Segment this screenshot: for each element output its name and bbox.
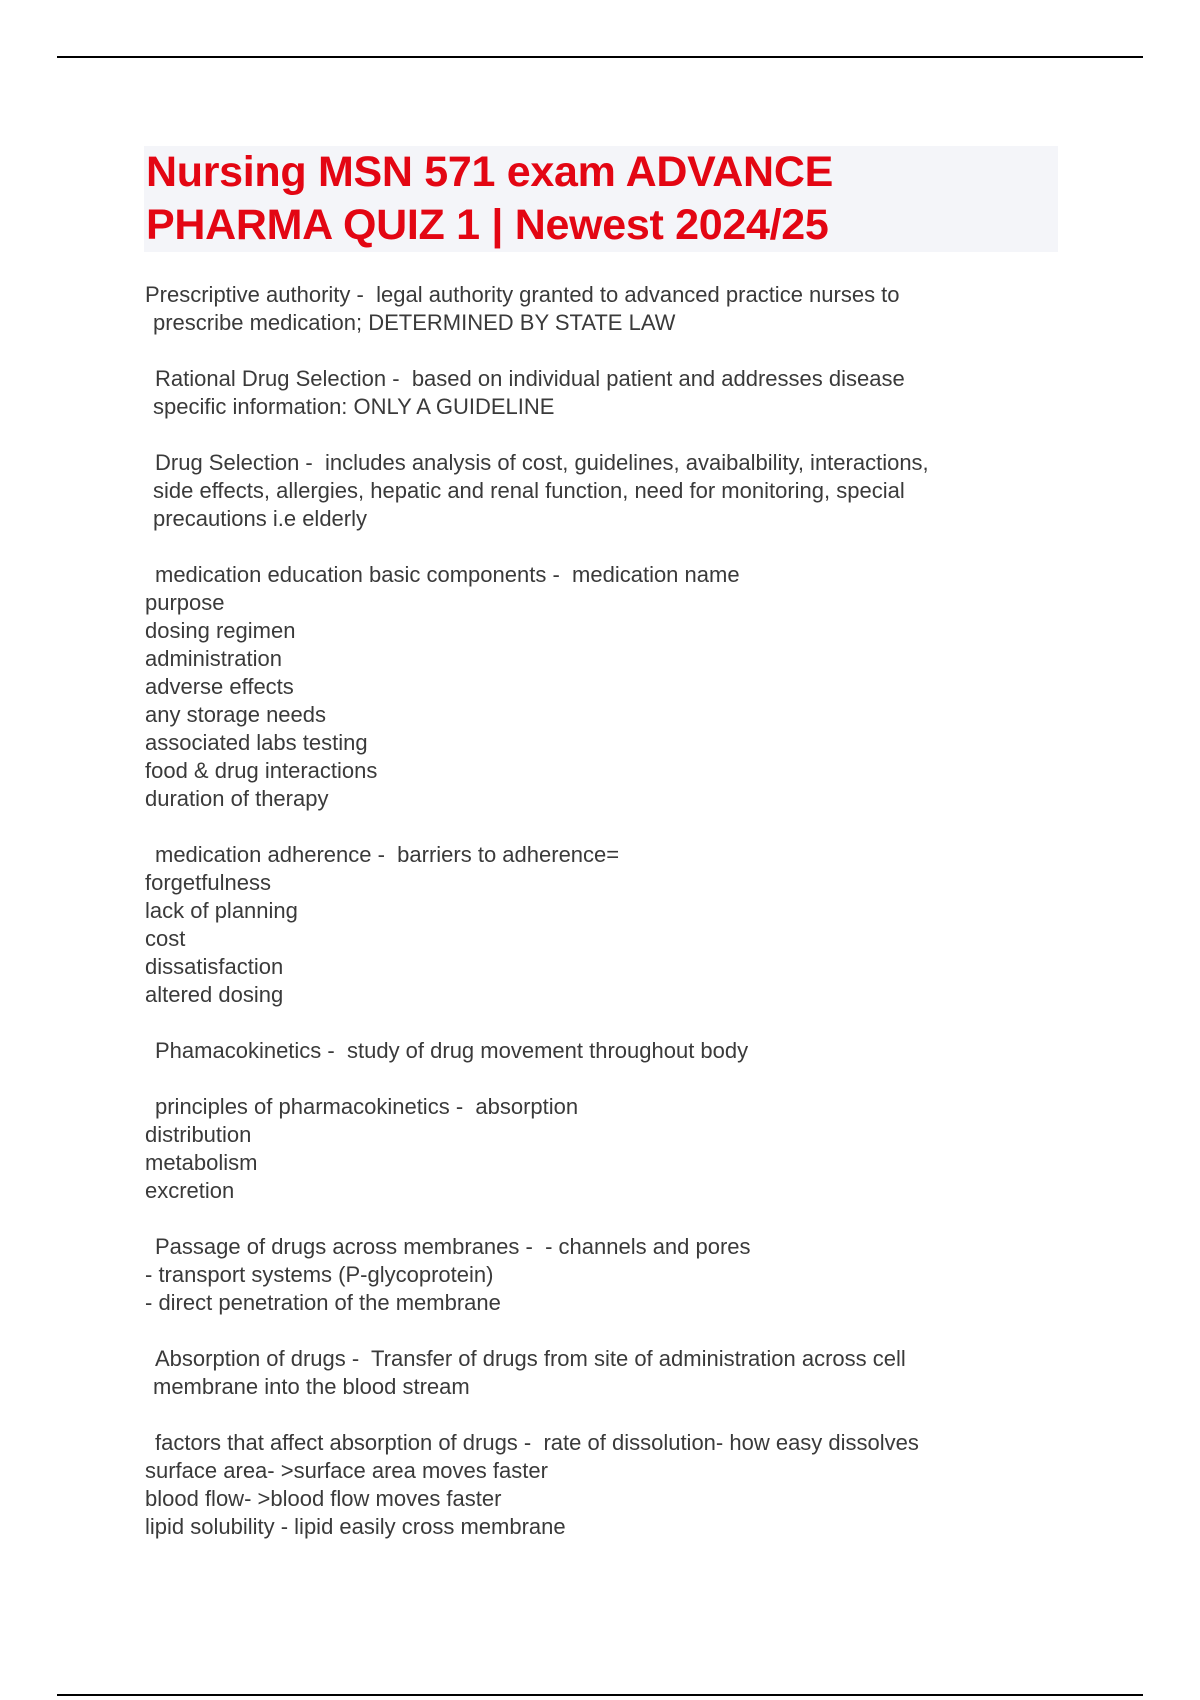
entry-definition-cont: precautions i.e elderly xyxy=(153,506,368,531)
list-item: distribution xyxy=(145,1122,252,1147)
list-item: - transport systems (P-glycoprotein) xyxy=(145,1262,494,1287)
qa-entry: Prescriptive authority - legal authority granted to advanced practice nurses to prescribe medication; DETERMINED BY STATE LAW xyxy=(145,281,1065,337)
list-item: dissatisfaction xyxy=(145,954,284,979)
list-item: metabolism xyxy=(145,1150,258,1175)
list-item: lack of planning xyxy=(145,898,298,923)
title-line-2: PHARMA QUIZ 1 | Newest 2024/25 xyxy=(146,201,829,249)
entry-term: principles of pharmacokinetics xyxy=(155,1094,450,1119)
qa-entry: medication adherence - barriers to adherence= forgetfulness lack of planning cost dissatisfaction altered dosing xyxy=(145,841,1065,1009)
entry-term: Prescriptive authority xyxy=(145,282,351,307)
bottom-rule xyxy=(57,1694,1143,1696)
entry-definition: legal authority granted to advanced practice nurses to xyxy=(376,282,900,307)
entry-definition: absorption xyxy=(475,1094,579,1119)
entry-definition: rate of dissolution- how easy dissolves xyxy=(543,1430,919,1455)
list-item: duration of therapy xyxy=(145,786,329,811)
qa-entry: Rational Drug Selection - based on individual patient and addresses disease specific information: ONLY A GUIDELINE xyxy=(145,365,1065,421)
list-item: blood flow- >blood flow moves faster xyxy=(145,1486,502,1511)
list-item: altered dosing xyxy=(145,982,284,1007)
entry-definition-cont: side effects, allergies, hepatic and renal function, need for monitoring, special xyxy=(153,478,905,503)
title-box xyxy=(144,146,1058,252)
entry-term: Phamacokinetics xyxy=(155,1038,322,1063)
entry-definition: Transfer of drugs from site of administration across cell xyxy=(371,1346,906,1371)
qa-entry: Drug Selection - includes analysis of cost, guidelines, avaibalbility, interactions, side effects, allergies, hepatic and renal function, need for monitoring, special precautions i.e elderly xyxy=(145,449,1065,533)
entry-term: Rational Drug Selection xyxy=(155,366,387,391)
entry-definition-cont: prescribe medication; DETERMINED BY STATE LAW xyxy=(153,310,676,335)
entry-term: Absorption of drugs xyxy=(155,1346,346,1371)
entry-term: factors that affect absorption of drugs xyxy=(155,1430,518,1455)
top-rule xyxy=(57,56,1143,58)
qa-entry: Absorption of drugs - Transfer of drugs from site of administration across cell membrane into the blood stream xyxy=(145,1345,1065,1401)
qa-entry: factors that affect absorption of drugs - rate of dissolution- how easy dissolves surface area- >surface area moves faster blood flow- >blood flow moves faster lipid solubility - lipid easily cross membrane xyxy=(145,1429,1065,1541)
qa-entry: principles of pharmacokinetics - absorption distribution metabolism excretion xyxy=(145,1093,1065,1205)
list-item: - direct penetration of the membrane xyxy=(145,1290,501,1315)
entry-definition: medication name xyxy=(572,562,740,587)
list-item: excretion xyxy=(145,1178,235,1203)
document-title xyxy=(144,146,1058,252)
entry-definition-cont: membrane into the blood stream xyxy=(153,1374,470,1399)
list-item: cost xyxy=(145,926,186,951)
list-item: dosing regimen xyxy=(145,618,296,643)
qa-entry: medication education basic components - medication name purpose dosing regimen administration adverse effects any storage needs associated labs testing food & drug interactions duration of therapy xyxy=(145,561,1065,813)
entry-definition: study of drug movement throughout body xyxy=(346,1038,749,1063)
list-item: purpose xyxy=(145,590,225,615)
list-item: food & drug interactions xyxy=(145,758,378,783)
entry-definition: - channels and pores xyxy=(545,1234,751,1259)
list-item: forgetfulness xyxy=(145,870,271,895)
qa-entry: Phamacokinetics - study of drug movement throughout body xyxy=(155,1038,749,1063)
entry-term: Drug Selection xyxy=(155,450,300,475)
entry-term: Passage of drugs across membranes xyxy=(155,1234,520,1259)
qa-entry: Passage of drugs across membranes - - channels and pores - transport systems (P-glycoprotein) - direct penetration of the membrane xyxy=(145,1233,1065,1317)
entry-definition: includes analysis of cost, guidelines, avaibalbility, interactions, xyxy=(324,450,929,475)
entry-definition-cont: specific information: ONLY A GUIDELINE xyxy=(153,394,555,419)
list-item: surface area- >surface area moves faster xyxy=(145,1458,548,1483)
list-item: any storage needs xyxy=(145,702,327,727)
list-item: adverse effects xyxy=(145,674,294,699)
list-item: administration xyxy=(145,646,282,671)
entry-definition: barriers to adherence= xyxy=(397,842,620,867)
entry-definition: based on individual patient and addresses disease xyxy=(411,366,905,391)
list-item: associated labs testing xyxy=(145,730,368,755)
entry-term: medication adherence xyxy=(155,842,372,867)
title-line-1: Nursing MSN 571 exam ADVANCE xyxy=(146,148,833,196)
list-item: lipid solubility - lipid easily cross membrane xyxy=(145,1514,566,1539)
document-body xyxy=(145,281,1065,1569)
entry-term: medication education basic components xyxy=(155,562,547,587)
